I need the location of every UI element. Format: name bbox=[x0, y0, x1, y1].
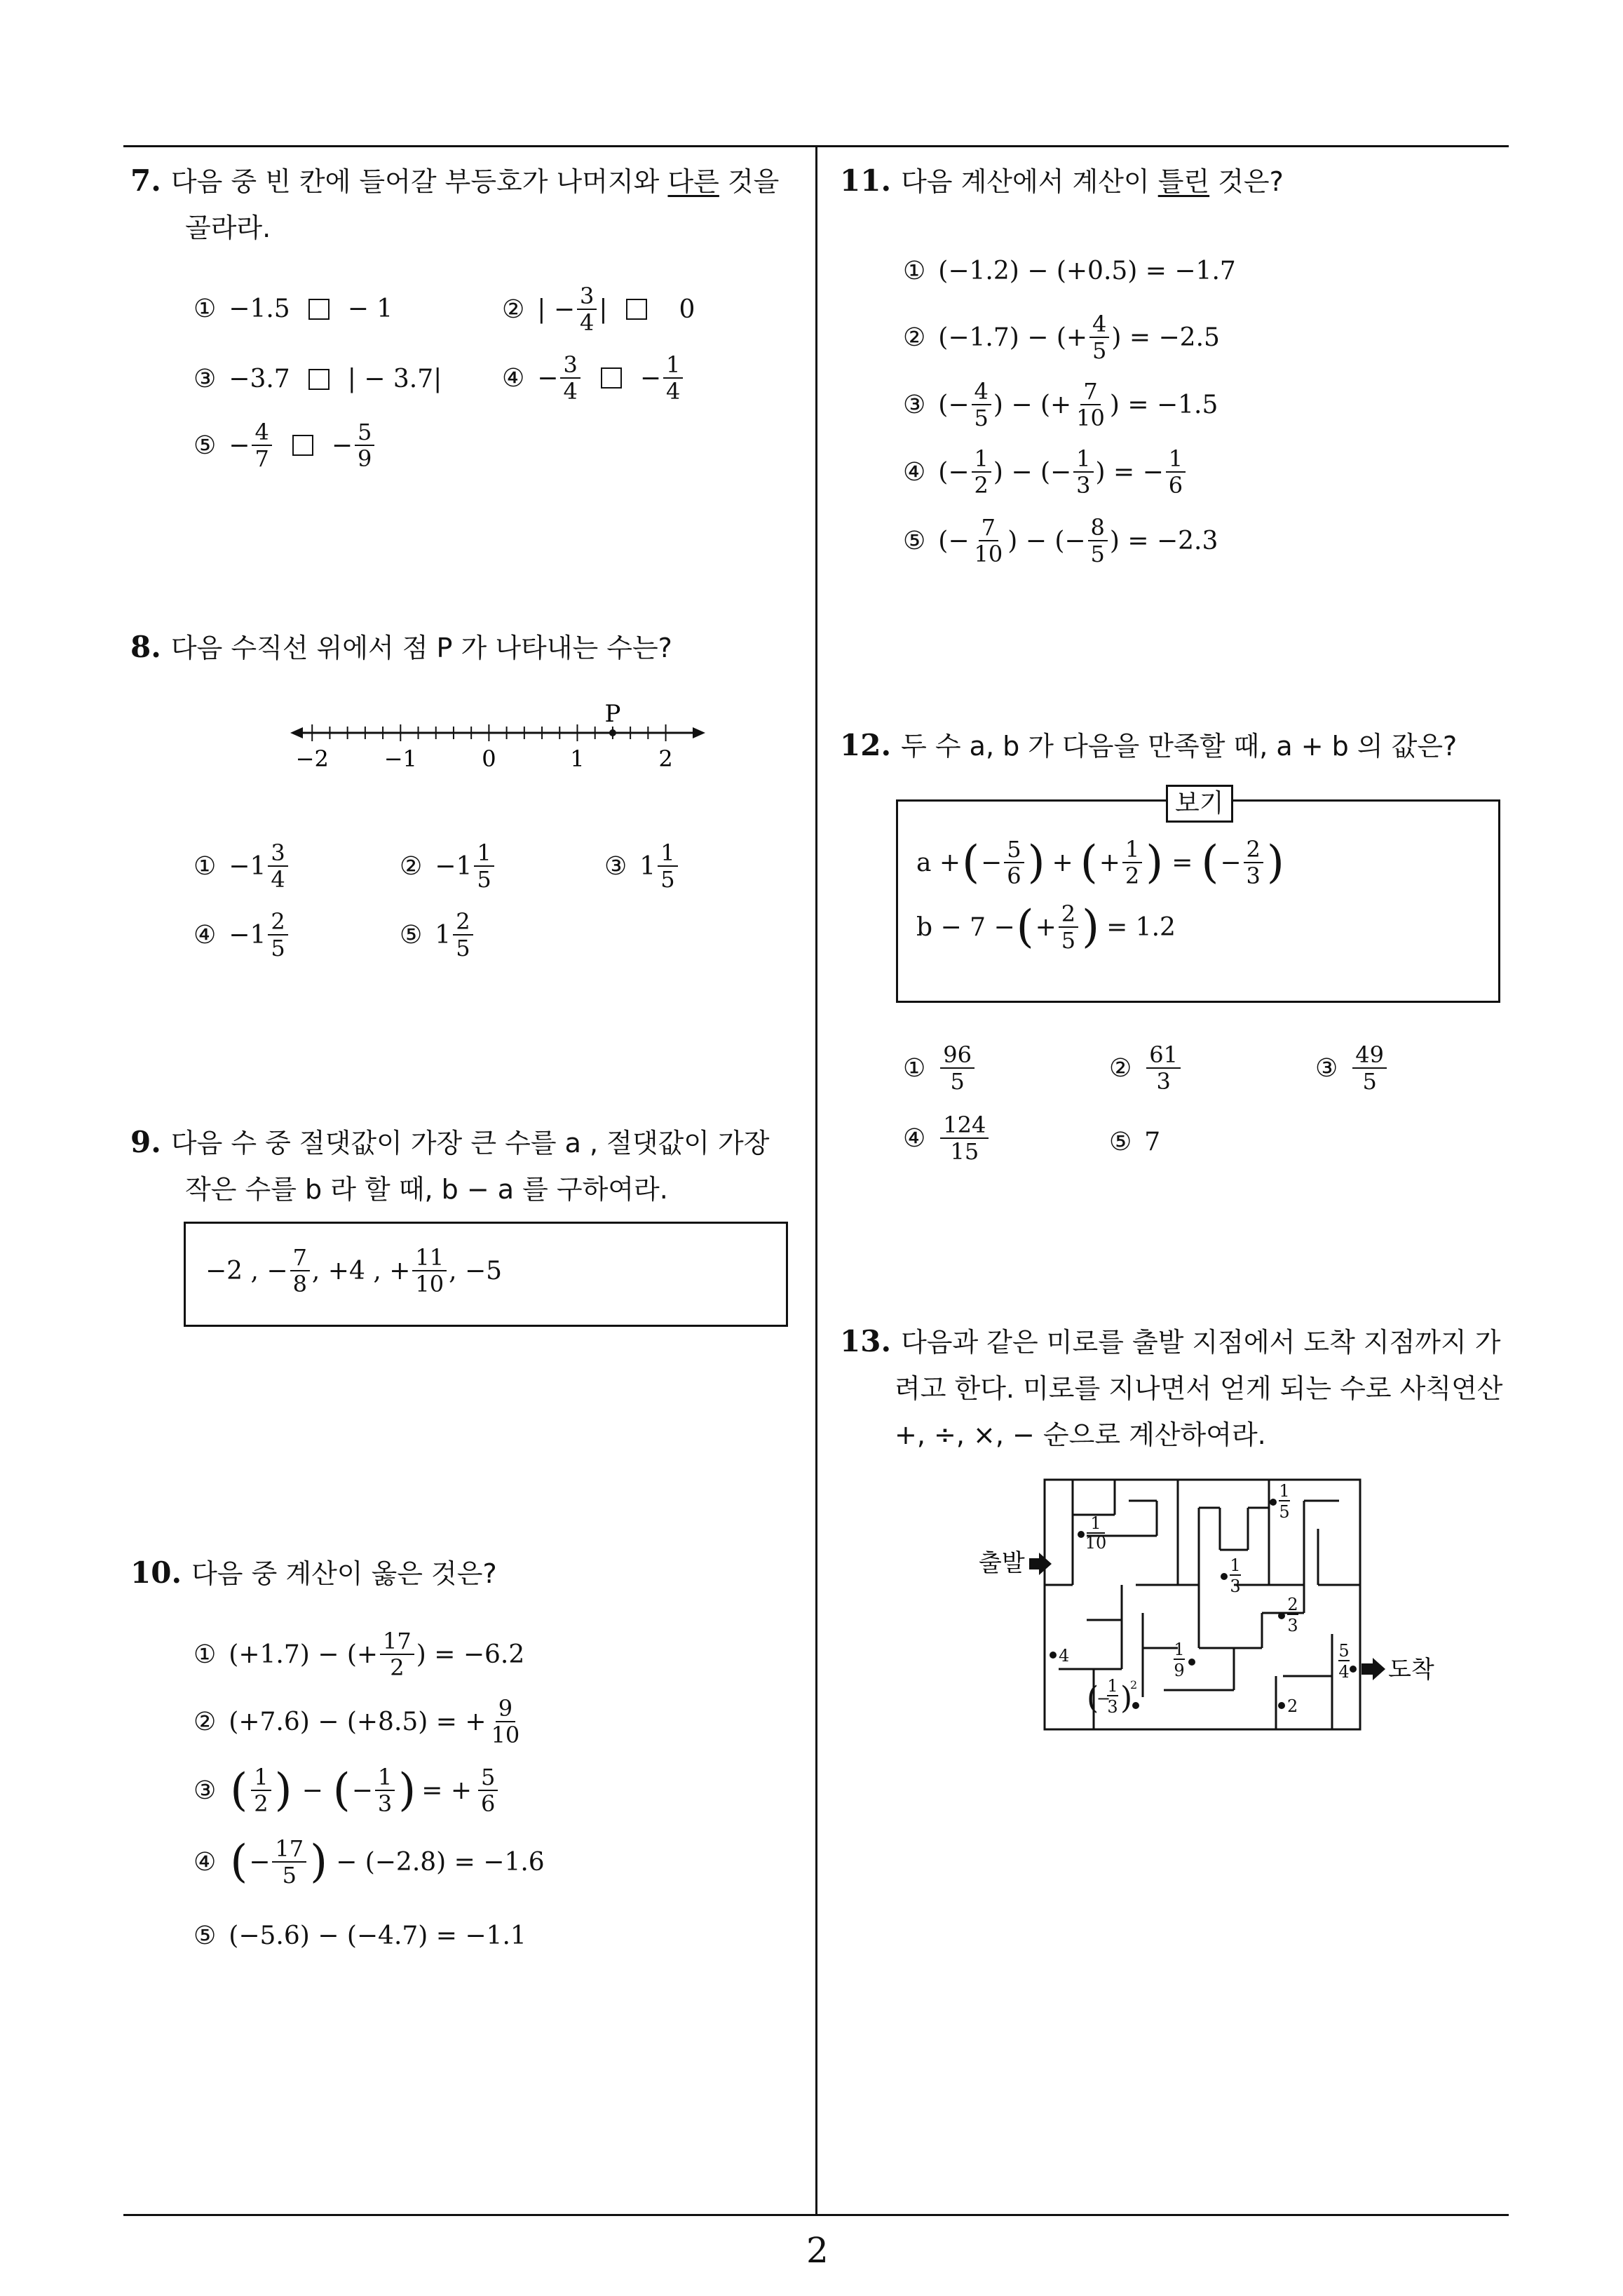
q12-example-box bbox=[896, 789, 1500, 1003]
q12-option-1[interactable]: ① $\frac{96}{5}$ bbox=[903, 1042, 977, 1094]
svg-text:): ) bbox=[1120, 1680, 1133, 1716]
question-9: 9. 다음 수 중 절댓값이 가장 큰 수를 a , 절댓값이 가장 작은 수를 b 라 할 때, b − a 를 구하여라. bbox=[130, 1125, 770, 1205]
svg-text:5: 5 bbox=[1338, 1641, 1350, 1661]
point-p-label: P bbox=[604, 700, 621, 728]
question-12: 12. 두 수 a, b 가 다음을 만족할 때, a + b 의 값은? bbox=[840, 728, 1458, 762]
blank-box bbox=[308, 369, 330, 390]
equation-1: a + ( − $\frac{5}{6}$ ) + ( + $\frac{1}{2}$ ) = ( − $\frac{2}{3}$ ) bbox=[916, 836, 1284, 889]
svg-text:10: 10 bbox=[1085, 1533, 1107, 1553]
tick-label: 1 bbox=[570, 745, 585, 772]
svg-text:4: 4 bbox=[1338, 1662, 1350, 1682]
question-11: 11. 다음 계산에서 계산이 틀린 것은? bbox=[840, 163, 1284, 198]
maze-diagram bbox=[967, 1466, 1486, 1746]
fraction: $\frac{4}{7}$ bbox=[252, 419, 271, 471]
column-divider bbox=[815, 145, 817, 2215]
svg-text:1: 1 bbox=[1230, 1555, 1241, 1575]
equation-2: b − 7 − ( + $\frac{2}{5}$ ) = 1.2 bbox=[916, 900, 1176, 954]
question-number: 7. bbox=[130, 163, 161, 198]
svg-text:3: 3 bbox=[1107, 1697, 1118, 1717]
question-10: 10. 다음 중 계산이 옳은 것은? bbox=[130, 1555, 497, 1590]
svg-text:9: 9 bbox=[1174, 1661, 1185, 1680]
blank-box bbox=[292, 435, 313, 456]
q7-option-3[interactable]: ③ −3.7 | − 3.7| bbox=[193, 365, 442, 393]
fraction: $\frac{3}{4}$ bbox=[560, 352, 580, 404]
q9-number-box: −2 , − $\frac{7}{8}$ , +4 , + $\frac{11}{10}$ , −5 bbox=[184, 1222, 788, 1327]
q8-option-4[interactable]: ④ −1 $\frac{2}{5}$ bbox=[193, 909, 290, 961]
blank-box bbox=[308, 299, 330, 320]
end-arrow-icon bbox=[1361, 1658, 1385, 1680]
question-8: 8. 다음 수직선 위에서 점 P 가 나타내는 수는? bbox=[130, 630, 672, 664]
tick-label: −2 bbox=[295, 745, 329, 772]
q11-option-2[interactable]: ② (−1.7) − (+ $\frac{4}{5}$ ) = −2.5 bbox=[903, 311, 1220, 364]
q10-option-1[interactable]: ① (+1.7) − (+ $\frac{17}{2}$ ) = −6.2 bbox=[193, 1628, 525, 1681]
tick-label: 0 bbox=[482, 745, 496, 772]
blank-box bbox=[601, 367, 622, 389]
q7-option-4[interactable]: ④ − $\frac{3}{4}$ − $\frac{1}{4}$ bbox=[502, 352, 685, 404]
svg-text:4: 4 bbox=[1059, 1646, 1070, 1666]
svg-text:1: 1 bbox=[1174, 1640, 1185, 1659]
page-number: 2 bbox=[806, 2230, 829, 2271]
q11-option-1[interactable]: ① (−1.2) − (+0.5) = −1.7 bbox=[903, 257, 1236, 285]
fraction: $\frac{5}{9}$ bbox=[355, 419, 374, 471]
fraction: $\frac{1}{4}$ bbox=[663, 352, 683, 404]
q10-option-2[interactable]: ② (+7.6) − (+8.5) = + $\frac{9}{10}$ bbox=[193, 1695, 520, 1748]
point-p bbox=[609, 729, 616, 736]
axis-arrow-right bbox=[693, 727, 705, 738]
fraction: $\frac{3}{4}$ bbox=[577, 283, 597, 335]
q10-option-5[interactable]: ⑤ (−5.6) − (−4.7) = −1.1 bbox=[193, 1922, 527, 1950]
svg-text:(: ( bbox=[1087, 1680, 1099, 1716]
bottom-rule bbox=[123, 2214, 1509, 2216]
svg-text:2: 2 bbox=[1130, 1678, 1138, 1691]
q7-option-2[interactable]: ② | − $\frac{3}{4}$ | 0 bbox=[502, 283, 695, 336]
underlined-word: 다른 bbox=[667, 166, 719, 197]
q8-option-2[interactable]: ② −1 $\frac{1}{5}$ bbox=[400, 840, 496, 892]
svg-text:5: 5 bbox=[1279, 1502, 1290, 1522]
svg-text:1: 1 bbox=[1107, 1676, 1118, 1696]
svg-text:3: 3 bbox=[1287, 1616, 1298, 1635]
svg-text:1: 1 bbox=[1090, 1513, 1101, 1533]
q12-option-5[interactable]: ⑤ 7 bbox=[1109, 1128, 1161, 1156]
maze-values bbox=[1050, 1481, 1357, 1717]
q12-option-2[interactable]: ② $\frac{61}{3}$ bbox=[1109, 1042, 1183, 1094]
maze-start-label: 출발 bbox=[979, 1549, 1025, 1577]
question-7: 7. 다음 중 빈 칸에 들어갈 부등호가 나머지와 다른 것을 골라라. bbox=[130, 163, 780, 243]
q11-option-5[interactable]: ⑤ (− $\frac{7}{10}$ ) − (− $\frac{8}{5}$ ) = −2.3 bbox=[903, 514, 1218, 567]
q12-option-3[interactable]: ③ $\frac{49}{5}$ bbox=[1315, 1042, 1389, 1094]
q7-option-1[interactable]: ① −1.5 − 1 bbox=[193, 295, 393, 323]
box-label: 보기 bbox=[1166, 785, 1233, 823]
svg-text:3: 3 bbox=[1230, 1576, 1241, 1596]
tick-label: −1 bbox=[383, 745, 417, 772]
q10-option-4[interactable]: ④ ( − $\frac{17}{5}$ ) − (−2.8) = −1.6 bbox=[193, 1835, 545, 1889]
blank-box bbox=[626, 299, 647, 320]
q8-option-3[interactable]: ③ 1 $\frac{1}{5}$ bbox=[604, 840, 680, 892]
axis-arrow-left bbox=[290, 727, 303, 738]
q7-option-5[interactable]: ⑤ − $\frac{4}{7}$ − $\frac{5}{9}$ bbox=[193, 419, 376, 471]
q12-option-4[interactable]: ④ $\frac{124}{15}$ bbox=[903, 1112, 991, 1164]
number-line-marks bbox=[290, 700, 705, 772]
underlined-word: 틀린 bbox=[1157, 166, 1210, 197]
svg-text:2: 2 bbox=[1287, 1595, 1298, 1614]
svg-text:2: 2 bbox=[1287, 1696, 1298, 1716]
q8-option-1[interactable]: ① −1 $\frac{3}{4}$ bbox=[193, 840, 290, 892]
svg-text:−: − bbox=[1096, 1689, 1111, 1708]
start-arrow-icon bbox=[1029, 1553, 1052, 1575]
number-line bbox=[280, 687, 715, 778]
q11-option-3[interactable]: ③ (− $\frac{4}{5}$ ) − (+ $\frac{7}{10}$ ) = −1.5 bbox=[903, 378, 1218, 431]
maze-end-label: 도착 bbox=[1388, 1656, 1434, 1684]
q8-option-5[interactable]: ⑤ 1 $\frac{2}{5}$ bbox=[400, 909, 475, 961]
q10-option-3[interactable]: ③ ( $\frac{1}{2}$ ) − ( − $\frac{1}{3}$ ) = + $\frac{5}{6}$ bbox=[193, 1764, 500, 1816]
question-13: 13. 다음과 같은 미로를 출발 지점에서 도착 지점까지 가 려고 한다. 미로를 지나면서 얻게 되는 수로 사칙연산 +, ÷, ×, − 순으로 계산하여라. bbox=[840, 1324, 1503, 1450]
svg-text:1: 1 bbox=[1279, 1481, 1290, 1501]
q11-option-4[interactable]: ④ (− $\frac{1}{2}$ ) − (− $\frac{1}{3}$ ) = − $\frac{1}{6}$ bbox=[903, 446, 1188, 498]
tick-label: 2 bbox=[658, 745, 673, 772]
